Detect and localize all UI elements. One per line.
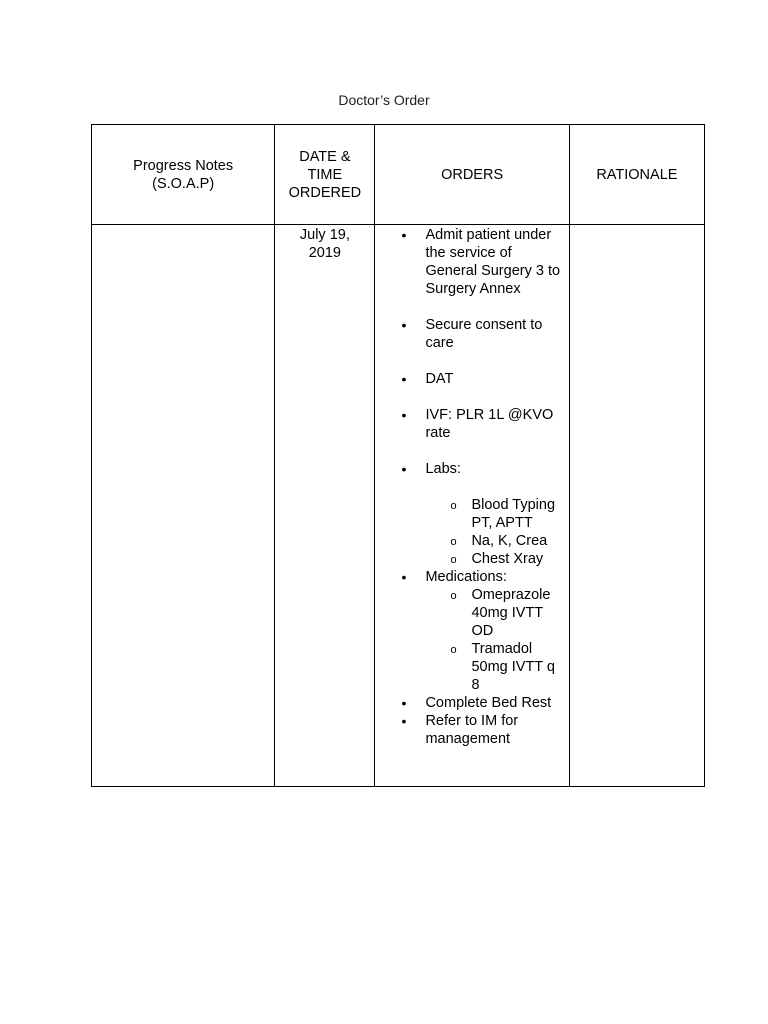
orders-cell — [375, 225, 569, 787]
table-row — [92, 225, 705, 787]
document-title: Doctor’s Order — [338, 92, 430, 108]
order-text: Refer to IM for management — [425, 713, 519, 747]
lab-text: Chest Xray — [471, 551, 544, 567]
order-text: Secure consent to care — [425, 317, 543, 351]
order-text: DAT — [425, 371, 454, 387]
bullet-icon: • — [401, 569, 407, 585]
date-line1: July 19, — [299, 227, 350, 243]
header-progress-notes — [92, 125, 275, 225]
order-text: Admit patient under the service of General Surgery 3 to Surgery Annex — [425, 227, 561, 297]
list-item — [375, 694, 562, 712]
table-header-row — [92, 125, 705, 225]
progress-notes-cell — [92, 225, 275, 787]
header-date-line3: ORDERED — [288, 184, 362, 201]
header-orders: ORDERS — [375, 125, 569, 225]
labs-sublist — [425, 496, 562, 568]
header-progress-notes-line2: (S.O.A.P) — [152, 175, 215, 192]
circle-bullet-icon: o — [450, 554, 457, 566]
rationale-cell — [569, 225, 704, 787]
bullet-icon: • — [401, 407, 407, 423]
circle-bullet-icon: o — [450, 590, 457, 602]
circle-bullet-icon: o — [450, 644, 457, 656]
lab-text: Na, K, Crea — [471, 533, 548, 549]
list-item — [425, 550, 562, 568]
list-item — [425, 640, 562, 694]
list-item — [375, 226, 562, 298]
date-line2: 2019 — [308, 245, 341, 261]
order-text: Labs: — [425, 461, 461, 477]
order-text: Complete Bed Rest — [425, 695, 552, 711]
circle-bullet-icon: o — [450, 500, 457, 512]
circle-bullet-icon: o — [450, 536, 457, 548]
list-item — [425, 586, 562, 640]
list-item — [375, 316, 562, 352]
bullet-icon: • — [401, 371, 407, 387]
bullet-icon: • — [401, 227, 407, 243]
list-item — [375, 712, 562, 748]
bullet-icon: • — [401, 713, 407, 729]
order-text: IVF: PLR 1L @KVO rate — [425, 407, 554, 441]
list-item — [375, 370, 562, 388]
header-date-line1: DATE & — [299, 148, 351, 165]
header-progress-notes-line1: Progress Notes — [133, 157, 234, 174]
list-item — [375, 460, 562, 568]
bullet-icon: • — [401, 695, 407, 711]
list-item — [425, 532, 562, 550]
header-rationale: RATIONALE — [569, 125, 704, 225]
bullet-icon: • — [401, 461, 407, 477]
medication-text: Tramadol 50mg IVTT q 8 — [471, 641, 555, 693]
order-text: Medications: — [425, 569, 507, 585]
orders-list — [375, 226, 562, 748]
doctors-order-table — [91, 124, 705, 787]
list-item — [425, 496, 562, 532]
header-date-line2: TIME — [307, 166, 343, 183]
date-cell — [275, 225, 375, 787]
medication-text: Omeprazole 40mg IVTT OD — [471, 587, 551, 639]
medications-sublist — [425, 586, 562, 694]
list-item — [375, 568, 562, 694]
list-item — [375, 406, 562, 442]
bullet-icon: • — [401, 317, 407, 333]
lab-text: Blood Typing PT, APTT — [471, 497, 556, 531]
header-date-time-ordered — [275, 125, 375, 225]
